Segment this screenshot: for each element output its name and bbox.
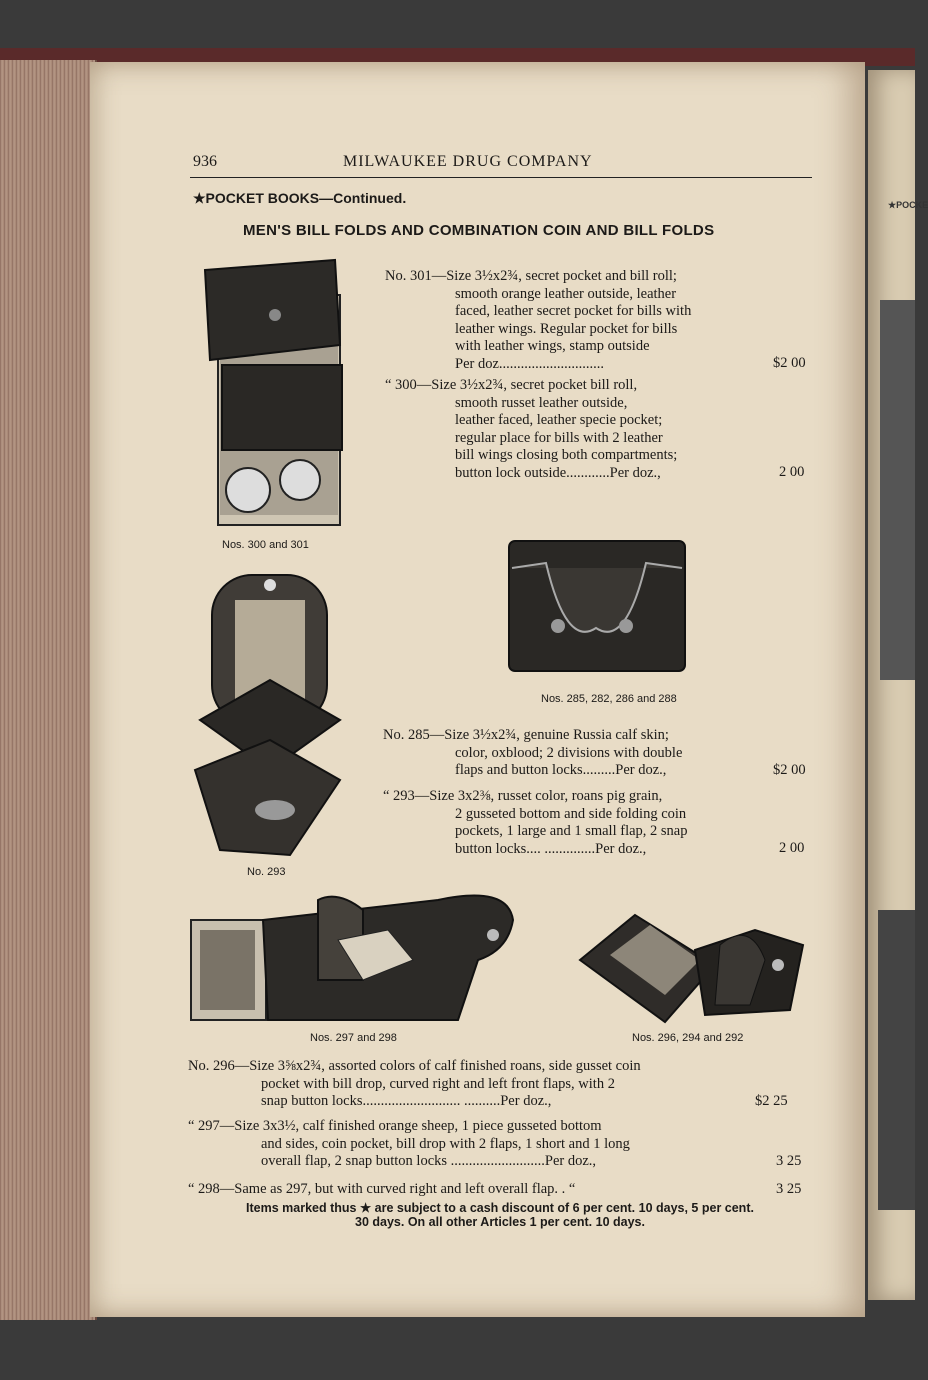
page-number: 936: [193, 153, 217, 170]
subsection-title: MEN'S BILL FOLDS AND COMBINATION COIN AND BILL FOLDS: [243, 222, 715, 239]
item-296-line: pocket with bill drop, curved right and left front flaps, with 2: [261, 1075, 615, 1092]
item-293-price: 2 00: [779, 840, 805, 856]
item-300-line: “ 300—Size 3½x2¾, secret pocket bill roll,: [385, 377, 638, 393]
item-300-line: bill wings closing both compartments;: [455, 447, 678, 463]
item-293-line: pockets, 1 large and 1 small flap, 2 snap: [455, 823, 688, 839]
item-293-line: 2 gusseted bottom and side folding coin: [455, 805, 687, 822]
book-page-edges: [0, 60, 97, 1320]
item-300-line: leather faced, leather specie pocket;: [455, 412, 663, 428]
item-301-price: $2 00: [773, 355, 806, 371]
item-296-price: $2 25: [755, 1093, 788, 1109]
item-300-line: regular place for bills with 2 leather: [455, 429, 663, 446]
item-285-line: No. 285—Size 3½x2¾, genuine Russia calf skin;: [383, 727, 669, 743]
caption-300-301: Nos. 300 and 301: [222, 539, 309, 551]
item-285-description: [383, 727, 763, 780]
bill-fold-297-298-illustration: [188, 890, 520, 1025]
item-301-line: Per doz.............................: [455, 355, 605, 372]
caption-285: Nos. 285, 282, 286 and 288: [541, 693, 677, 705]
item-300-description: [385, 377, 765, 482]
item-285-line: flaps and button locks.........Per doz.,: [455, 762, 667, 778]
discount-footnote: [185, 1201, 815, 1229]
coin-purse-296-illustration: [575, 910, 807, 1028]
item-293-line: button locks.... ..............Per doz.,: [455, 840, 647, 857]
caption-293: No. 293: [247, 866, 286, 878]
facing-page: [868, 70, 928, 1300]
caption-297-298: Nos. 297 and 298: [310, 1032, 397, 1044]
item-297-line: overall flap, 2 snap button locks ..........................Per doz.,: [261, 1153, 597, 1169]
item-301-description: [385, 268, 765, 373]
item-300-line: button lock outside............Per doz.,: [455, 464, 661, 481]
item-298-line: “ 298—Same as 297, but with curved right and left overall flap. . “: [188, 1181, 576, 1197]
item-297-price: 3 25: [776, 1153, 802, 1169]
item-300-line: smooth russet leather outside,: [455, 394, 628, 411]
item-301-line: faced, leather secret pocket for bills with: [455, 303, 692, 319]
footnote-line: Items marked thus ★ are subject to a cash discount of 6 per cent. 10 days, 5 per cent.: [246, 1201, 754, 1215]
facing-page-heading: ★POCKE: [888, 200, 928, 210]
item-301-line: smooth orange leather outside, leather: [455, 285, 677, 302]
facing-page-illustration: [880, 300, 915, 680]
item-301-line: leather wings. Regular pocket for bills: [455, 320, 678, 337]
item-285-price: $2 00: [773, 762, 806, 778]
item-301-line: with leather wings, stamp outside: [455, 338, 650, 354]
item-298-price: 3 25: [776, 1181, 802, 1197]
item-297-line: “ 297—Size 3x3½, calf finished orange sheep, 1 piece gusseted bottom: [188, 1118, 602, 1134]
caption-296: Nos. 296, 294 and 292: [632, 1032, 744, 1044]
item-285-line: color, oxblood; 2 divisions with double: [455, 744, 683, 761]
item-298-description: [188, 1181, 778, 1199]
coin-purse-285-illustration: [506, 538, 688, 674]
header-rule: [190, 177, 812, 178]
coin-purse-293-illustration: [190, 570, 348, 862]
footnote-line: 30 days. On all other Articles 1 per cent. 10 days.: [355, 1215, 645, 1229]
item-300-price: 2 00: [779, 464, 805, 480]
item-293-description: [383, 788, 763, 858]
item-297-line: and sides, coin pocket, bill drop with 2 flaps, 1 short and 1 long: [261, 1135, 630, 1152]
item-301-line: No. 301—Size 3½x2¾, secret pocket and bill roll;: [385, 268, 677, 284]
item-296-line: snap button locks........................... ..........Per doz.,: [261, 1093, 552, 1109]
section-title: ★POCKET BOOKS—Continued.: [193, 190, 407, 206]
item-296-line: No. 296—Size 3⅝x2¾, assorted colors of calf finished roans, side gusset coin: [188, 1058, 641, 1074]
facing-page-illustration: [878, 910, 915, 1210]
bill-fold-300-301-illustration: [200, 255, 348, 530]
running-head: MILWAUKEE DRUG COMPANY: [343, 153, 593, 170]
item-293-line: “ 293—Size 3x2⅜, russet color, roans pig grain,: [383, 788, 663, 804]
item-296-description: [188, 1058, 778, 1111]
item-297-description: [188, 1118, 778, 1171]
